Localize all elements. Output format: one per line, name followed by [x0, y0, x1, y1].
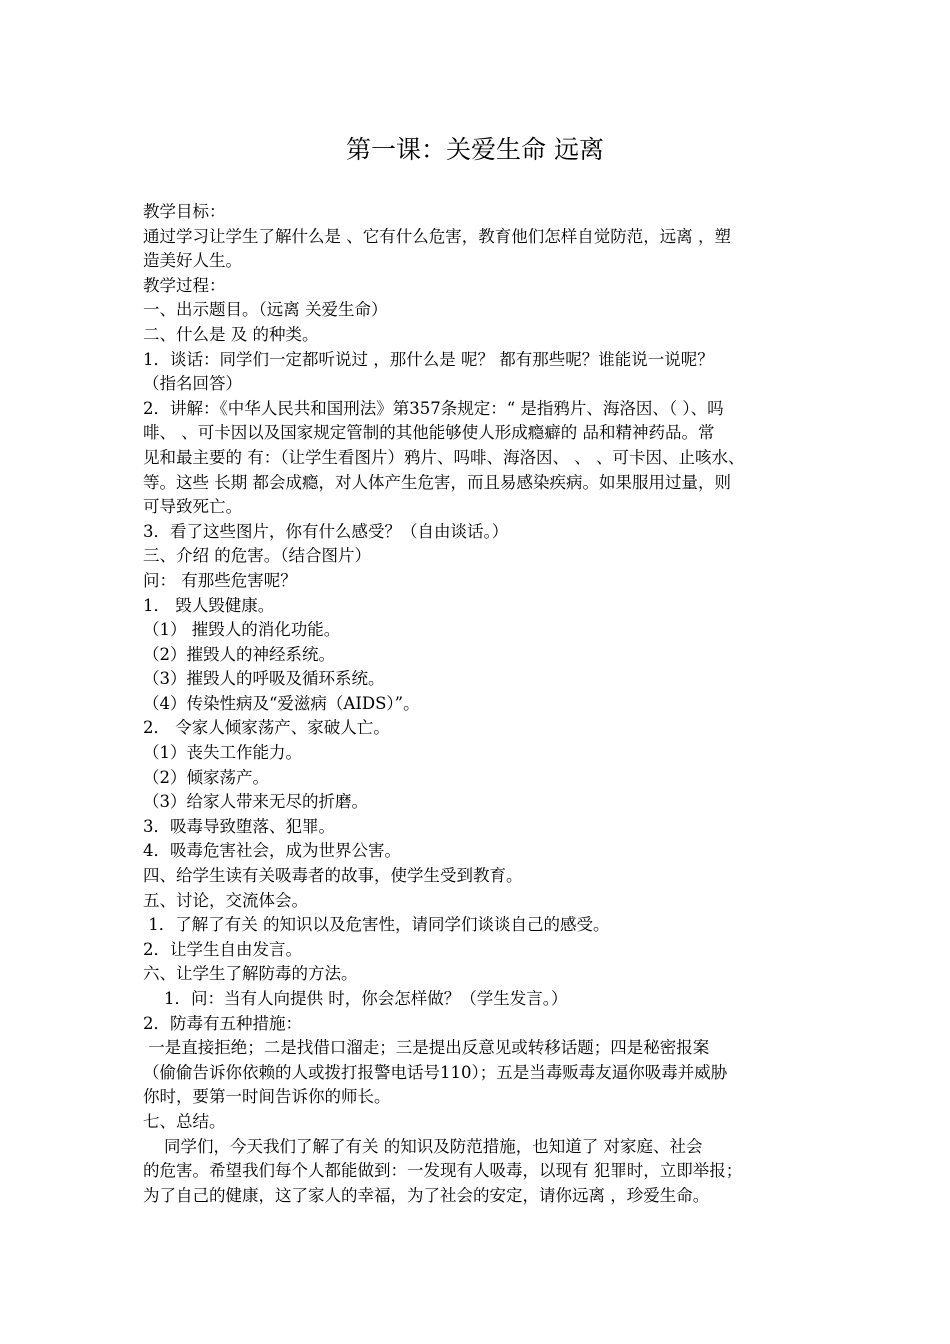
- text-line: 同学们，今天我们了解了有关 的知识及防范措施，也知道了 对家庭、社会: [143, 1136, 703, 1156]
- text-line: 1．谈话：同学们一定都听说过 ，那什么是 呢？ 都有那些呢？谁能说一说呢？: [143, 349, 714, 369]
- text-line: 教学目标：: [143, 202, 226, 221]
- text-line: （1） 摧毁人的消化功能。: [143, 620, 341, 640]
- text-line: 为了自己的健康，这了家人的幸福，为了社会的安定，请你远离 ，珍爱生命。: [143, 1185, 710, 1205]
- text-line: 4．吸毒危害社会，成为世界公害。: [143, 841, 401, 861]
- text-line: 2．防毒有五种措施：: [143, 1013, 302, 1033]
- text-line: 通过学习让学生了解什么是 、它有什么危害，教育他们怎样自觉防范，远离 ，塑: [143, 226, 731, 246]
- text-line: 等。这些 长期 都会成瘾，对人体产生危害，而且易感染疾病。如果服用过量，则: [143, 472, 731, 492]
- text-line: 3．看了这些图片，你有什么感受？（自由谈话。）: [143, 521, 509, 541]
- document-body: [143, 200, 811, 1208]
- text-line: 2．讲解：《中华人民共和国刑法》第357条规定：“ 是指鸦片、海洛因、（ ）、吗: [143, 398, 724, 418]
- text-line: 3．吸毒导致堕落、犯罪。: [143, 816, 335, 836]
- text-line: （指名回答）: [143, 374, 242, 394]
- text-line: 五、讨论，交流体会。: [143, 890, 308, 910]
- text-line: 一是直接拒绝；二是找借口溜走；三是提出反意见或转移话题；四是秘密报案: [143, 1038, 710, 1058]
- text-line: （3）给家人带来无尽的折磨。: [143, 792, 368, 812]
- text-line: 六、让学生了解防毒的方法。: [143, 964, 358, 984]
- text-line: （2）倾家荡产。: [143, 767, 269, 787]
- text-line: 二、什么是 及 的种类。: [143, 324, 319, 344]
- text-line: 见和最主要的 有：（让学生看图片）鸦片、吗啡、海洛因、 、 、可卡因、止咳水、: [143, 447, 745, 467]
- text-line: （偷偷告诉你依赖的人或拨打报警电话号110）；五是当毒贩毒友逼你吸毒并威胁: [143, 1062, 728, 1082]
- text-line: 教学过程：: [143, 275, 226, 295]
- text-line: （2）摧毁人的神经系统。: [143, 644, 335, 664]
- text-line: 1．问：当有人向提供 时，你会怎样做？（学生发言。）: [143, 989, 568, 1008]
- text-line: 2． 令家人倾家荡产、家破人亡。: [143, 718, 390, 738]
- text-line: 三、介绍 的危害。（结合图片）: [143, 546, 371, 566]
- text-line: 2．让学生自由发言。: [143, 939, 302, 959]
- text-line: 你时，要第一时间告诉你的师长。: [143, 1087, 391, 1107]
- page-title: 第一课：关爱生命 远离: [346, 135, 604, 164]
- text-line: （3）摧毁人的呼吸及循环系统。: [143, 669, 385, 689]
- text-line: 1．了解了有关 的知识以及危害性，请同学们谈谈自己的感受。: [143, 915, 610, 935]
- text-line: 可导致死亡。: [143, 497, 242, 517]
- text-line: 1． 毁人毁健康。: [143, 595, 275, 615]
- text-line: 七、总结。: [143, 1111, 226, 1131]
- text-line: （1）丧失工作能力。: [143, 743, 302, 763]
- text-line: 造美好人生。: [143, 251, 242, 271]
- text-line: 一、出示题目。（远离 关爱生命）: [143, 300, 388, 320]
- text-line: 四、给学生读有关吸毒者的故事，使学生受到教育。: [143, 866, 523, 886]
- text-line: 啡、 、可卡因以及国家规定管制的其他能够使人形成瘾癖的 品和精神药品。常: [143, 423, 715, 443]
- text-line: 问： 有那些危害呢？: [143, 570, 297, 590]
- text-line: 的危害。希望我们每个人都能做到：一发现有人吸毒，以现有 犯罪时，立即举报；: [143, 1161, 743, 1181]
- text-line: （4）传染性病及“爱滋病（AIDS）”。: [143, 693, 420, 713]
